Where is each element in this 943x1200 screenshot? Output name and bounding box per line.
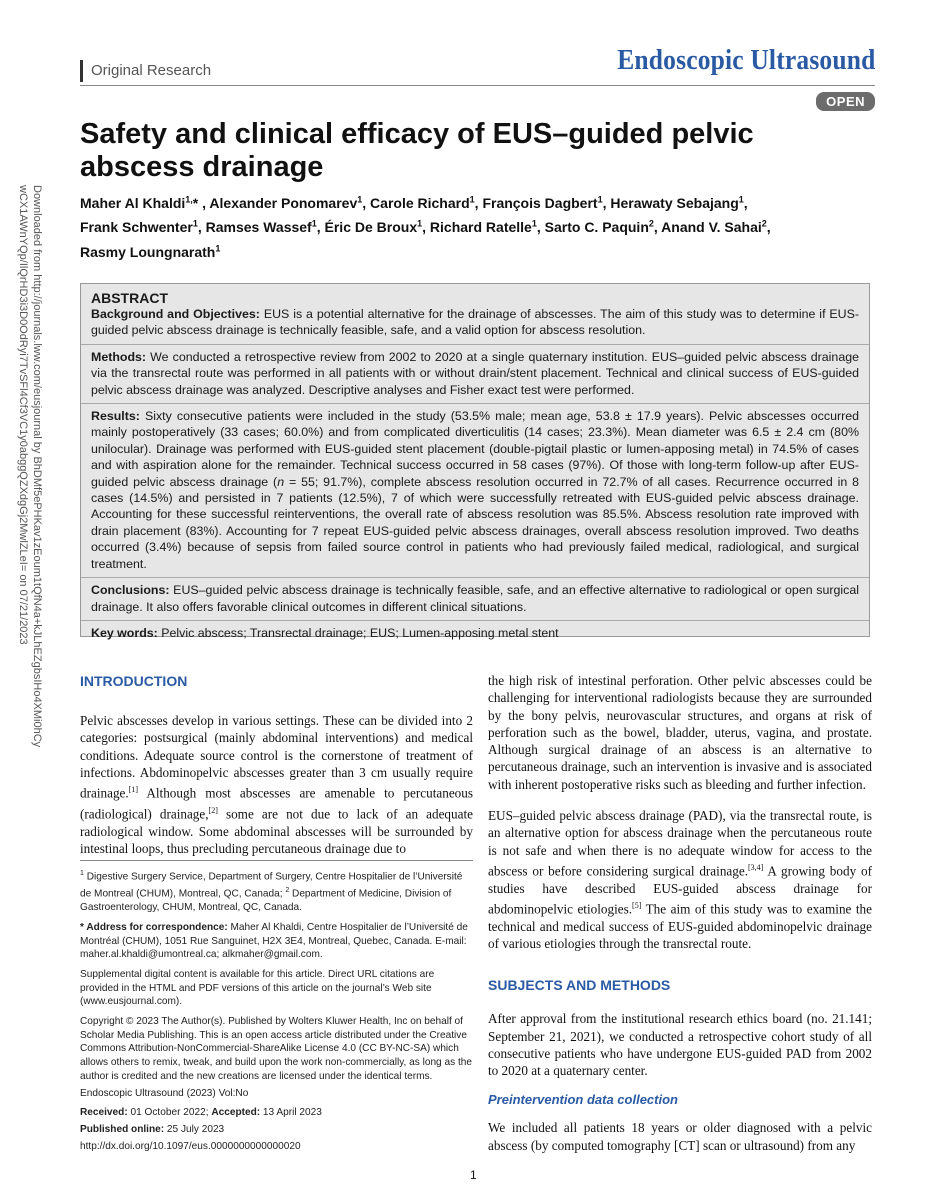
left-column bbox=[80, 672, 473, 857]
introduction-paragraph-2: EUS–guided pelvic abscess drainage (PAD), via the transrectal route, is an alternative option for abscess drainage when the percutaneous route is not safe and when there is no adequate window for access to the abscess or before considering surgical drainage.[3,4] A growing body of studies have described EUS-guided abscess drainage for abdominopelvic etiologies.[5] The aim of this study was to examine the technical and medical success of EUS-guided abdominopelvic drainage of various etiologies through the transrectal route. bbox=[488, 808, 872, 951]
copyright-note: Copyright © 2023 The Author(s). Published by Wolters Kluwer Health, Inc on behalf of Scholar Media Publishing. This is an open access article distributed under the Creative Commons Attribution-NonCommercial-ShareAlike License 4.0 (CC BY-NC-SA) which allows others to remix, tweak, and build upon the work non-commercially, as long as the author is credited and the new creations are licensed under the identical terms. bbox=[80, 1016, 472, 1082]
author: Carole Richard$^1$, bbox=[370, 194, 483, 211]
preintervention-paragraph: We included all patients 18 years or older diagnosed with a pelvic abscess (by computed tomography [CT] scan or ultrasound) from any bbox=[488, 1120, 872, 1153]
author: Anand V. Sahai$^2$, bbox=[661, 218, 771, 236]
subjects-methods-heading: SUBJECTS AND METHODS bbox=[488, 977, 671, 994]
abstract-keywords: Key words: Pelvic abscess; Transrectal drainage; EUS; Lumen-apposing metal stent bbox=[91, 625, 559, 640]
citation-link[interactable]: [2] bbox=[208, 805, 218, 815]
download-watermark bbox=[17, 185, 44, 1045]
abstract-divider bbox=[81, 620, 869, 621]
citation-link[interactable]: [1] bbox=[128, 785, 139, 795]
correspondence: * Address for correspondence: Maher Al Khaldi, Centre Hospitalier de l’Université de Montréal (CHUM), 1051 Rue Sanguinet, H2X 3E4, Montreal, Quebec, Canada. E-mail: maher.al.khaldi@umontreal.ca; alkmaher@gmail.com. bbox=[80, 921, 468, 961]
author: Ramses Wassef$^1$, bbox=[205, 218, 325, 236]
supplemental-note: Supplemental digital content is available for this article. Direct URL citations are provided in the HTML and PDF versions of this article on the journal’s Web site (www.eusjournal.com). bbox=[80, 968, 435, 1008]
abstract-box bbox=[80, 283, 870, 640]
abstract-methods: Methods: We conducted a retrospective review from 2002 to 2020 at a single quaternary institution. EUS–guided pelvic abscess drainage via the transrectal route was performed in all patients with or without drain/stent placement. Technical and clinical success of EUS-guided pelvic abscess drainage was analyzed. Descriptive analyses and Fisher exact test were performed. bbox=[91, 349, 859, 397]
doi-link[interactable]: http://dx.doi.org/10.1097/eus.0000000000000020 bbox=[80, 1140, 301, 1152]
author: Rasmy Loungnarath$^1$ bbox=[80, 243, 221, 260]
journal-citation: Endoscopic Ultrasound (2023) Vol:No bbox=[80, 1087, 249, 1099]
footnotes bbox=[80, 860, 473, 1153]
right-column bbox=[488, 672, 872, 1154]
author: Herawaty Sebajang$^1$, bbox=[610, 194, 748, 211]
download-watermark-line-2: wCX1AWnYQp/IlQrHD3i3D0OdRyi7TvSFl4Cf3VC1y0abggQZXdgGj2MwlZLeI= on 07/21/2023 bbox=[17, 185, 29, 645]
abstract-heading: ABSTRACT bbox=[91, 290, 168, 306]
open-access-badge: OPEN bbox=[816, 92, 875, 111]
affiliations: $^1$ Digestive Surgery Service, Department of Surgery, Centre Hospitalier de l’Université de Montreal (CHUM), Montreal, QC, Canada; $^2$ Department of Medicine, Division of Gastroenterology, CHUM, Montreal, QC, Canada. bbox=[80, 870, 463, 914]
introduction-paragraph-continued: the high risk of intestinal perforation. Other pelvic abscesses could be challenging for interventional radiologists because they are surrounded by the bony pelvis, neurovascular structures, and organs at risk of perforation such as the bowel, bladder, uterus, vagina, and prostate. Although surgical drainage of an abscess is an alternative to percutaneous drainage, such an intervention is invasive and is associated with inherent postoperative risks such as bleeding and further infection. bbox=[488, 673, 872, 792]
abstract-divider bbox=[81, 344, 869, 345]
author-list bbox=[80, 189, 880, 263]
section-label: Original Research bbox=[80, 60, 211, 82]
abstract-conclusions: Conclusions: EUS–guided pelvic abscess drainage is technically feasible, safe, and an effective alternative to radiological or open surgical drainage. It also offers favorable clinical outcomes in different clinical situations. bbox=[91, 583, 859, 614]
author: Alexander Ponomarev$^1$, bbox=[209, 194, 371, 211]
abstract-results: Results: Sixty consecutive patients were included in the study (53.5% male; mean age, 53.8 ± 17.9 years). Pelvic abscesses occurred mainly postoperatively (33 cases; 60.0%) and from complicated diverticulitis (14 cases; 23.3%). Mean diameter was 6.5 ± 2.4 cm (80% unilocular). Drainage was performed with EUS-guided stent placement (double-pigtail plastic or lumen-apposing metal) in 74.5% of cases and with aspiration alone for the remainder. Technical success occurred in 58 cases (97%). Of those with long-term follow-up after EUS-guided pelvic abscess drainage (n = 55; 91.7%), complete abscess resolution occurred in 72.7% of all cases. Recurrence occurred in 8 cases (14.5%) and persisted in 7 patients (12.5%), 7 of which were successfully retreated with EUS-guided pelvic abscess drainage. Accounting for these successful reinterventions, the overall rate of abscess resolution was 85.5%. Abscess resolution rate improved with drain placement (83%). Accounting for 7 repeat EUS-guided pelvic abscess drainages, overall abscess resolution improved. Two deaths occurred (3.4%) because of sepsis from failed source control in patients who had previously failed medical, radiological, and surgical treatment. bbox=[91, 409, 859, 571]
date-published: Published online: 25 July 2023 bbox=[80, 1123, 225, 1135]
article-title: Safety and clinical efficacy of EUS–guided pelvic abscess drainage bbox=[80, 118, 754, 183]
journal-logo: Endoscopic Ultrasound bbox=[616, 44, 875, 76]
abstract-divider bbox=[81, 577, 869, 578]
introduction-heading: INTRODUCTION bbox=[80, 673, 188, 689]
abstract-background: Background and Objectives: EUS is a potential alternative for the drainage of abscesses. The aim of this study was to determine if EUS-guided pelvic abscess drainage is technically feasible, safe, and a valid option for abscess resolution. bbox=[91, 307, 860, 338]
introduction-paragraph: Pelvic abscesses develop in various settings. These can be divided into 2 categories: postsurgical (mainly abdominal interventions) and medical conditions. Adequate source control is the cornerstone of treatment of infections. Abdominopelvic abscesses greater than 3 cm usually require drainage.[1] Although most abscesses are amenable to percutaneous (radiological) drainage,[2] some are not due to lack of an adequate radiological window. Some abdominal abscesses will be surrounded by intestinal loops, thus precluding percutaneous drainage due to bbox=[80, 713, 473, 856]
author: Frank Schwenter$^1$, bbox=[80, 218, 206, 236]
author: Richard Ratelle$^1$, bbox=[429, 218, 545, 236]
author: Éric De Broux$^1$, bbox=[324, 218, 430, 236]
dates-received-accepted: Received: 01 October 2022; Accepted: 13 April 2023 bbox=[80, 1107, 322, 1119]
abstract-divider bbox=[81, 403, 869, 404]
page-number: 1 bbox=[470, 1168, 477, 1182]
citation-link[interactable]: [3,4] bbox=[748, 862, 764, 872]
download-watermark-line-1: Downloaded from http://journals.lww.com/eusjournal by BhDMf5ePHKav1zEoum1tQfN4a+kJLhEZgbsIHo4XMi0hCy bbox=[31, 185, 43, 748]
author: Sarto C. Paquin$^2$, bbox=[544, 218, 662, 236]
preintervention-subheading: Preintervention data collection bbox=[488, 1092, 678, 1108]
methods-paragraph: After approval from the institutional research ethics board (no. 21.141; September 21, 2021), we conducted a retrospective cohort study of all consecutive patients who have undergone EUS-guided PAD from 2002 to 2020 at a quaternary center. bbox=[488, 1011, 872, 1079]
author: François Dagbert$^1$, bbox=[482, 194, 611, 211]
author: Maher Al Khaldi$^{1,}$* , bbox=[80, 194, 210, 211]
citation-link[interactable]: [5] bbox=[632, 900, 642, 910]
page-header bbox=[80, 44, 875, 86]
header-divider bbox=[80, 85, 875, 86]
